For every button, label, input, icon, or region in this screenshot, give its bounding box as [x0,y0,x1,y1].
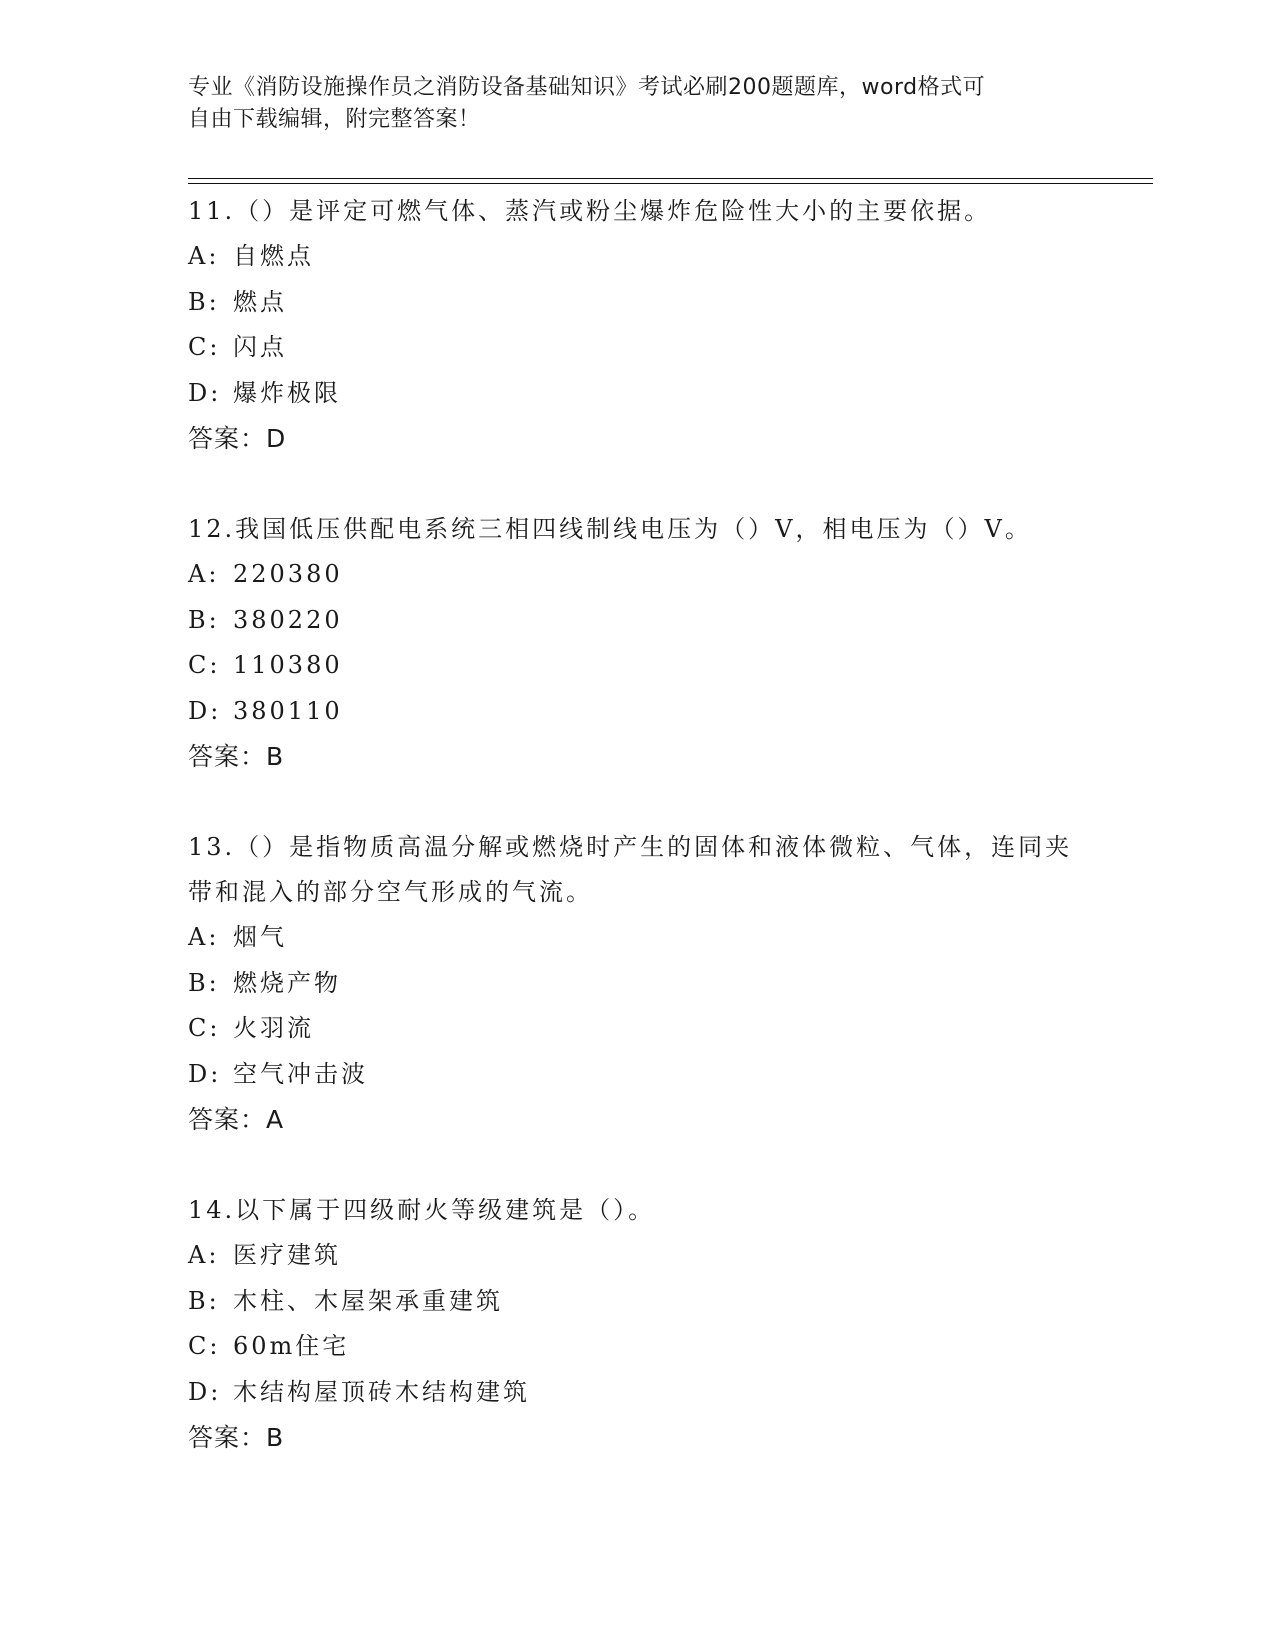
option-c [188,325,1088,371]
question-11 [188,189,1088,462]
option-text: 爆炸极限 [233,378,341,407]
question-14 [188,1188,1088,1461]
option-a [188,234,1088,280]
answer: 答案：B [188,1423,285,1452]
option-text: 220380 [233,560,343,588]
question-stem: 13.（）是指物质高温分解或燃烧时产生的固体和液体微粒、气体，连同夹带和混入的部分空气形成的气流。 [188,833,1073,906]
option-b [188,961,1088,1007]
option-a [188,1233,1088,1279]
option-b [188,280,1088,326]
question-stem: 11.（）是评定可燃气体、蒸汽或粉尘爆炸危险性大小的主要依据。 [188,197,992,225]
option-d [188,1370,1088,1416]
option-c [188,1006,1088,1052]
option-d [188,371,1088,417]
option-letter: B: [188,1286,220,1315]
option-letter: A: [188,1241,220,1269]
option-a [188,552,1088,598]
option-text: 烟气 [233,923,287,951]
option-d [188,689,1088,735]
question-stem: 12.我国低压供配电系统三相四线制线电压为（）V，相电压为（）V。 [188,515,1032,543]
option-b [188,1279,1088,1325]
option-text: 闪点 [233,333,287,361]
header-line-1: 专业《消防设施操作员之消防设备基础知识》考试必刷200题题库，word格式可 [188,75,986,100]
option-b [188,598,1088,644]
option-text: 380110 [233,696,343,725]
answer: 答案：D [188,424,287,453]
option-letter: C: [188,651,221,679]
option-letter: C: [188,1332,221,1360]
option-letter: C: [188,1014,221,1042]
option-letter: A: [188,242,220,270]
option-text: 110380 [233,651,343,679]
option-letter: D: [188,1059,222,1088]
option-letter: A: [188,923,220,951]
option-d [188,1052,1088,1098]
option-a [188,915,1088,961]
option-c [188,643,1088,689]
option-c [188,1324,1088,1370]
question-13 [188,825,1088,1143]
answer: 答案：B [188,742,285,771]
option-letter: A: [188,560,220,588]
answer: 答案：A [188,1105,285,1134]
option-text: 医疗建筑 [233,1241,341,1269]
option-letter: D: [188,696,222,725]
option-letter: D: [188,378,222,407]
option-text: 空气冲击波 [233,1059,368,1088]
option-text: 火羽流 [233,1014,314,1042]
option-text: 380220 [233,605,343,634]
option-text: 60m住宅 [233,1332,350,1360]
option-text: 自燃点 [233,242,314,270]
option-letter: B: [188,605,220,634]
option-text: 木柱、木屋架承重建筑 [233,1286,503,1315]
question-stem: 14.以下属于四级耐火等级建筑是（）。 [188,1196,656,1224]
question-12 [188,507,1088,780]
option-letter: B: [188,287,220,316]
document-header [188,72,1088,136]
header-divider-bottom [188,183,1153,184]
option-text: 燃点 [233,287,287,316]
header-line-2: 自由下载编辑，附完整答案！ [188,107,481,132]
option-text: 燃烧产物 [233,968,341,997]
header-divider-top [188,178,1153,179]
option-letter: C: [188,333,221,361]
option-letter: D: [188,1377,222,1406]
option-text: 木结构屋顶砖木结构建筑 [233,1377,530,1406]
option-letter: B: [188,968,220,997]
